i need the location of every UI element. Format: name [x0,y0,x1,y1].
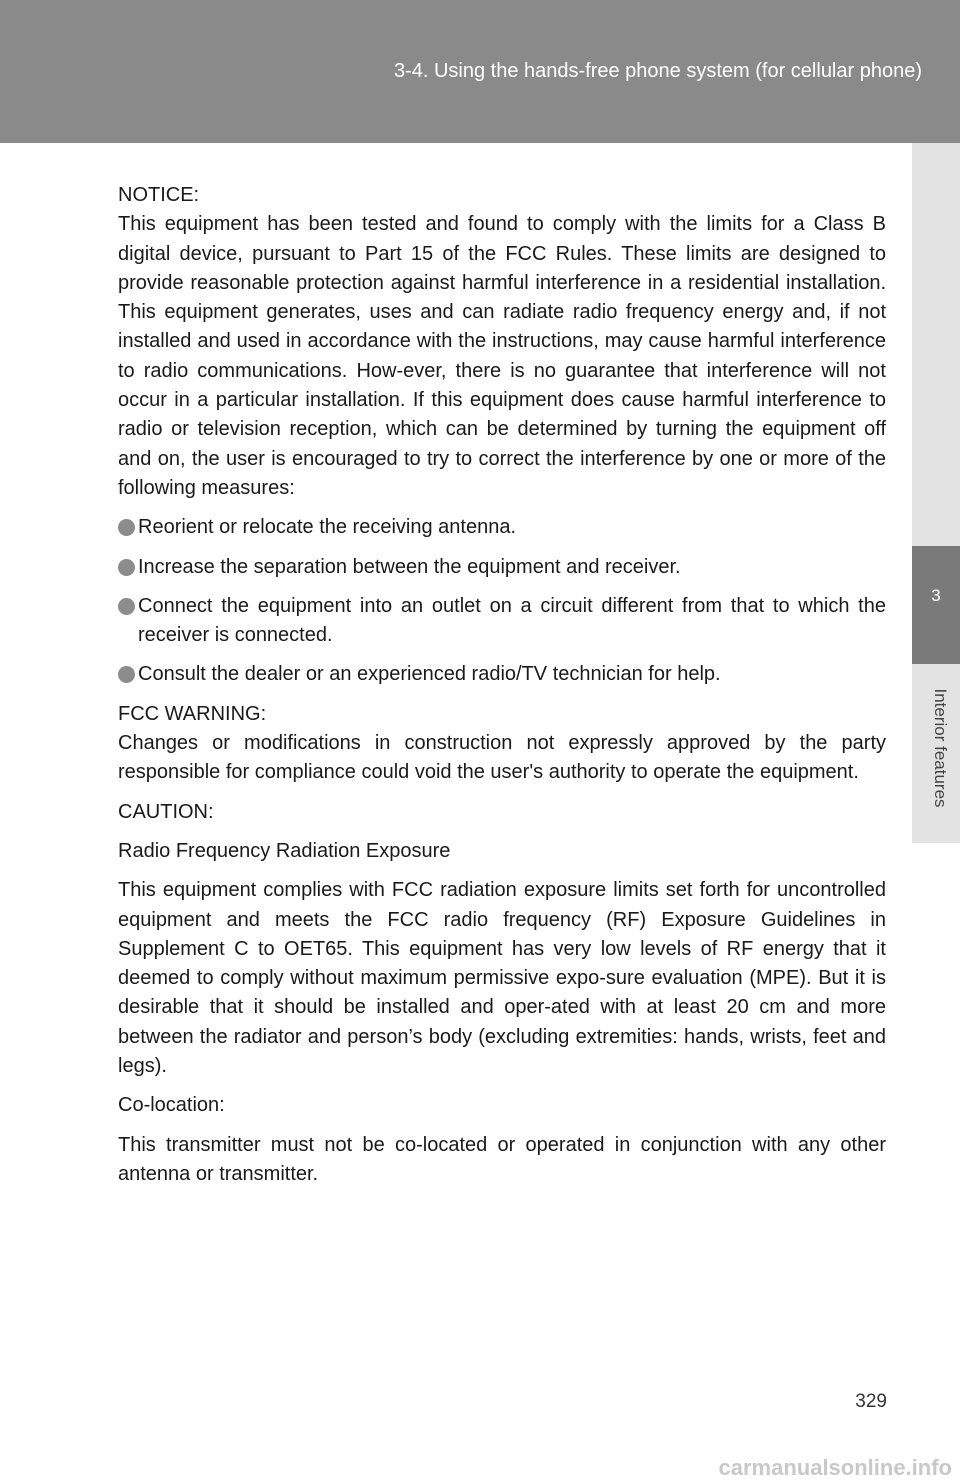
bullet-icon [118,559,135,576]
caution-body: This equipment complies with FCC radiation exposure limits set forth for uncontrolled equipment and meets the FCC radio frequency (RF) Exposure Guidelines in Supplement C to OET65. This equipment has very low levels of RF energy that it deemed to comply without maximum permissive expo-sure evaluation (MPE). But it is desirable that it should be installed and oper-ated with at least 20 cm and more between the radiator and person’s body (excluding extremities: hands, wrists, feet and legs). [118,879,886,1078]
caution-heading: CAUTION: [118,800,214,823]
colocation-body: This transmitter must not be co-located or operated in conjunction with any other antenna or transmitter. [118,1133,886,1185]
notice-body: This equipment has been tested and found to comply with the limits for a Class B digital device, pursuant to Part 15 of the FCC Rules. These limits are designed to provide reasonable protection against harmful interference in a residential installation. This equipment generates, uses and can radiate radio frequency energy and, if not installed and used in accordance with the instructions, may cause harmful interference to radio communications. How-ever, there is no guarantee that interference will not occur in a particular installation. If this equipment does cause harmful interference to radio or television reception, which can be determined by turning the equipment off and on, the user is encouraged to try to correct the interference by one or more of the following measures: [118,213,886,499]
watermark: carmanualsonline.info [718,1455,952,1480]
page-header [0,0,960,143]
list-item-text: Consult the dealer or an experienced radio/TV technician for help. [138,663,721,686]
caution-subheading: Radio Frequency Radiation Exposure [118,839,451,862]
bullet-icon [118,598,135,615]
page-number: 329 [855,1391,887,1412]
list-item-text: Increase the separation between the equipment and receiver. [138,555,681,578]
bullet-icon [118,519,135,536]
list-item [118,592,886,651]
colocation-heading: Co-location: [118,1094,225,1117]
list-item-text: Reorient or relocate the receiving antenna. [138,516,517,539]
notice-heading: NOTICE: [118,184,200,206]
fcc-warning-heading: FCC WARNING: [118,702,267,725]
main-content [118,181,886,1189]
fcc-warning-body: Changes or modifications in construction not expressly approved by the party responsible for compliance could void the user's authority to operate the equipment. [118,732,886,784]
list-item-text: Connect the equipment into an outlet on a circuit different from that to which the receiver is connected. [138,594,886,647]
list-item [118,660,886,689]
list-item [118,513,886,542]
chapter-label: Interior features [931,688,950,808]
list-item [118,553,886,582]
chapter-number: 3 [931,586,941,605]
section-title: 3-4. Using the hands-free phone system (for cellular phone) [393,60,922,82]
bullet-icon [118,666,135,683]
